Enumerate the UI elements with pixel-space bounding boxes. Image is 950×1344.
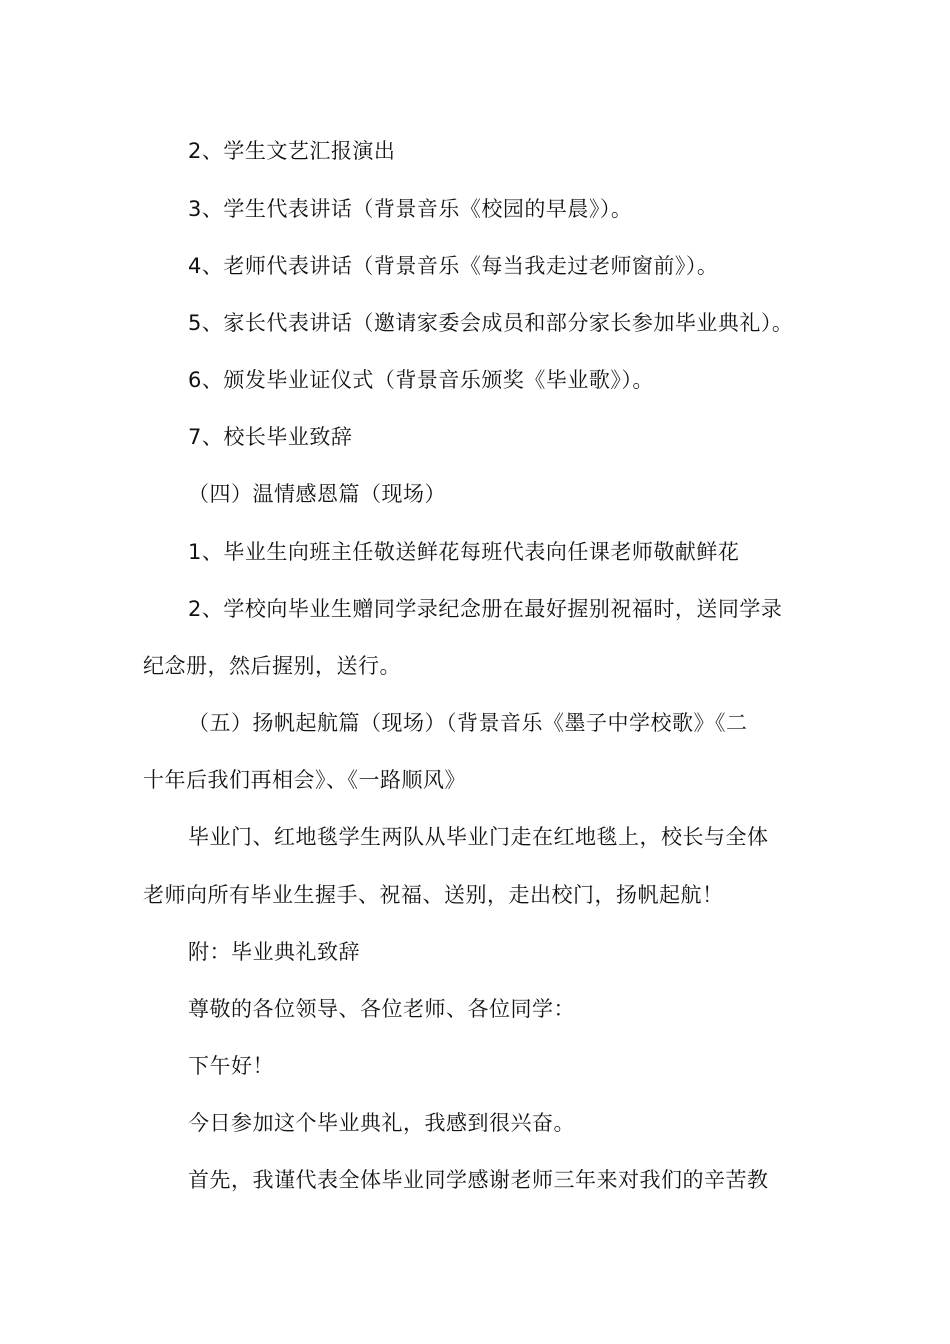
speech-paragraph-2: 首先，我谨代表全体毕业同学感谢老师三年来对我们的辛苦教	[188, 1168, 769, 1192]
paragraph-gratitude-item-1: 1、毕业生向班主任敬送鲜花每班代表向任课老师敬献鲜花	[188, 540, 740, 564]
section-heading-four: （四）温情感恩篇（现场）	[188, 482, 446, 506]
paragraph-graduation-gate-line-1: 毕业门、红地毯学生两队从毕业门走在红地毯上，校长与全体	[188, 825, 769, 849]
paragraph-graduation-gate-line-2: 老师向所有毕业生握手、祝福、送别，走出校门，扬帆起航！	[143, 883, 724, 907]
paragraph-program-item-4: 4、老师代表讲话（背景音乐《每当我走过老师窗前》）。	[188, 254, 719, 278]
section-heading-five-line-2: 十年后我们再相会》、《一路顺风》	[143, 768, 466, 792]
appendix-heading: 附：毕业典礼致辞	[188, 940, 360, 964]
paragraph-program-item-3: 3、学生代表讲话（背景音乐《校园的早晨》）。	[188, 197, 633, 221]
speech-salutation: 尊敬的各位领导、各位老师、各位同学：	[188, 997, 575, 1021]
section-heading-five-line-1: （五）扬帆起航篇（现场）（背景音乐《墨子中学校歌》《二	[188, 711, 748, 735]
paragraph-program-item-5: 5、家长代表讲话（邀请家委会成员和部分家长参加毕业典礼）。	[188, 311, 794, 335]
paragraph-program-item-2: 2、学生文艺汇报演出	[188, 139, 396, 163]
paragraph-gratitude-item-2-line-2: 纪念册，然后握别，送行。	[143, 654, 401, 678]
paragraph-gratitude-item-2-line-1: 2、学校向毕业生赠同学录纪念册在最好握别祝福时，送同学录	[188, 597, 783, 621]
speech-greeting: 下午好！	[188, 1054, 274, 1078]
speech-paragraph-1: 今日参加这个毕业典礼，我感到很兴奋。	[188, 1111, 575, 1135]
paragraph-program-item-6: 6、颁发毕业证仪式（背景音乐颁奖《毕业歌》）。	[188, 368, 654, 392]
paragraph-program-item-7: 7、校长毕业致辞	[188, 425, 353, 449]
